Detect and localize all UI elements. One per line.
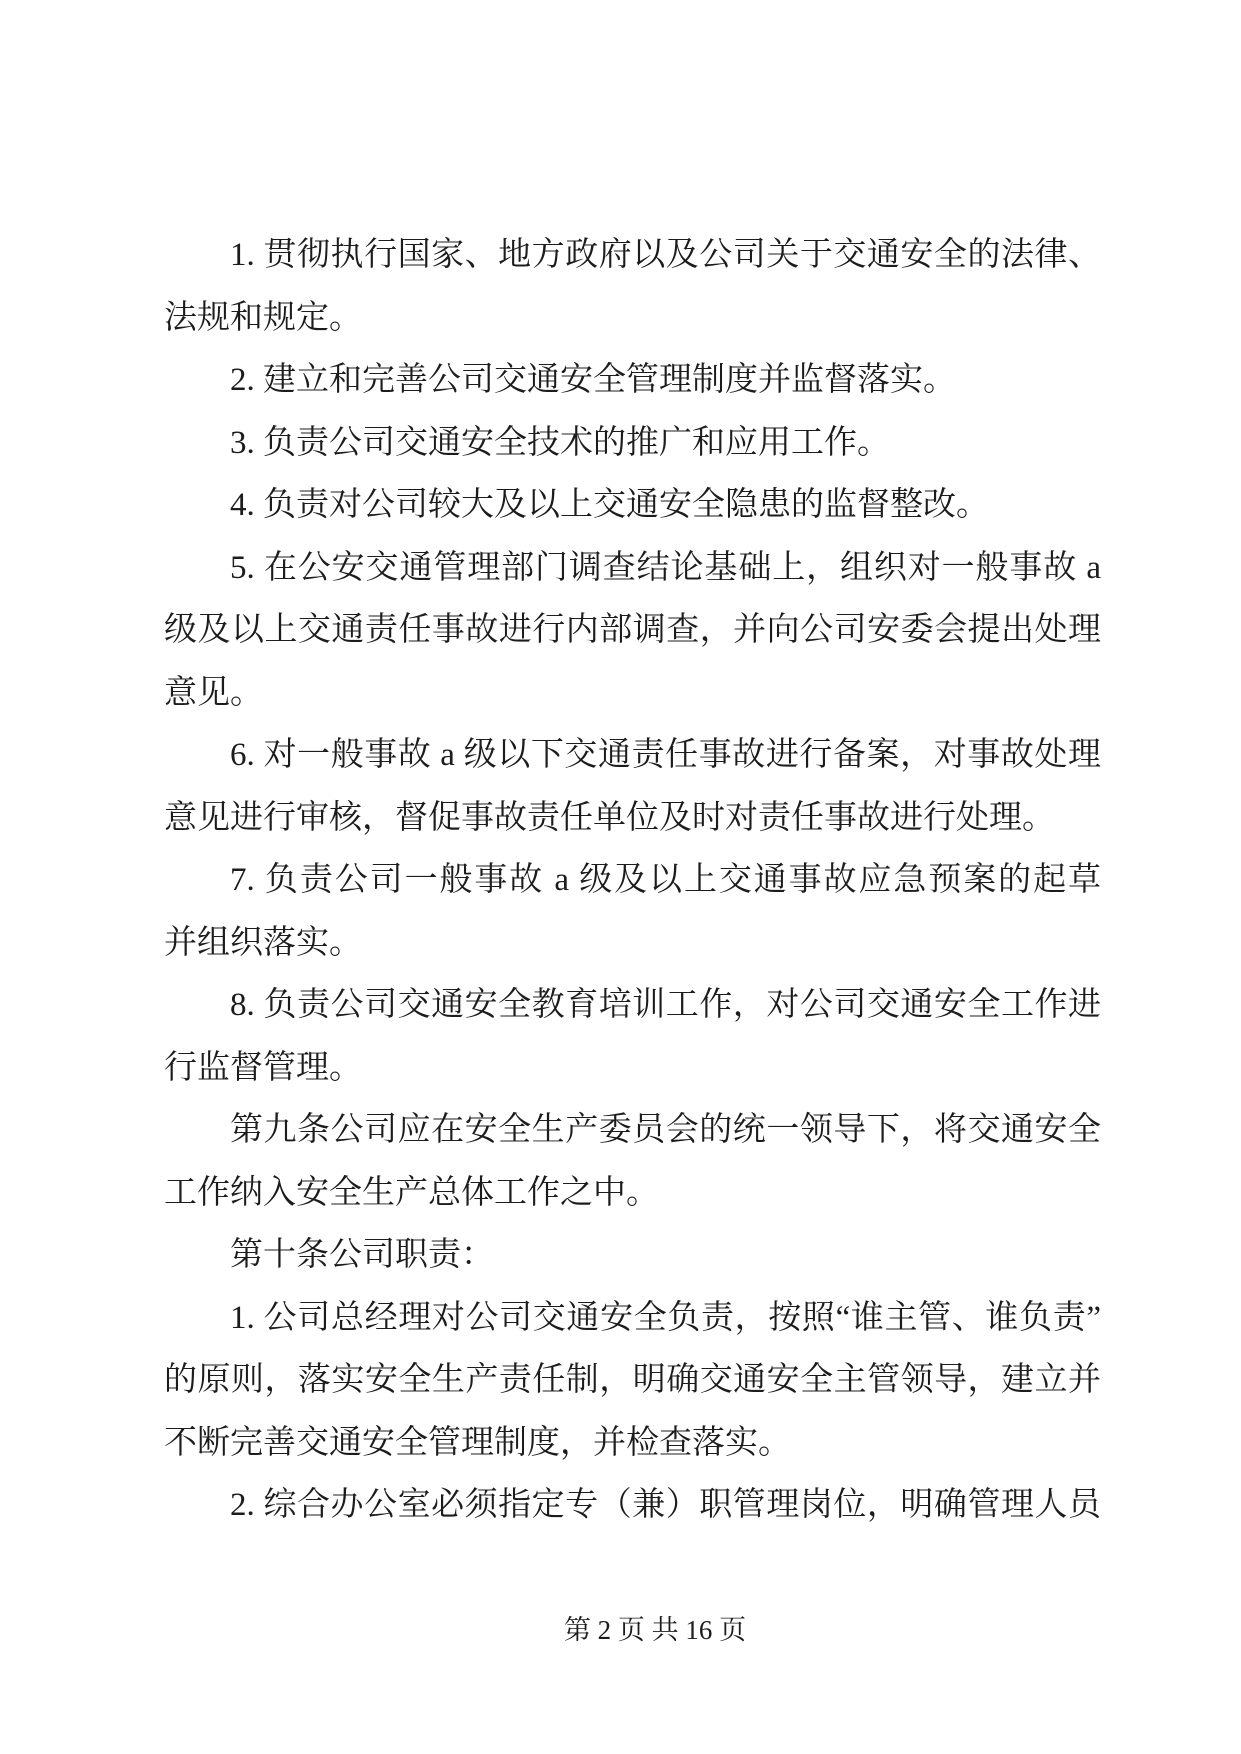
text-line: 意见进行审核，督促事故责任单位及时对责任事故进行处理。 [164,799,1055,836]
text-line: 第九条公司应在安全生产委员会的统一领导下，将交通安全 [230,1112,1101,1148]
text-line: 1. 公司总经理对公司交通安全负责，按照“谁主管、谁负责” [230,1299,1101,1336]
text-line: 1. 贯彻执行国家、地方政府以及公司关于交通安全的法律、 [230,237,1101,273]
text-line: 7. 负责公司一般事故 a 级及以上交通事故应急预案的起草 [230,862,1101,898]
text-line: 法规和规定。 [164,299,362,336]
text-line: 4. 负责对公司较大及以上交通安全隐患的监督整改。 [230,487,989,523]
text-line: 3. 负责公司交通安全技术的推广和应用工作。 [230,424,890,461]
text-line: 5. 在公安交通管理部门调查结论基础上，组织对一般事故 a [230,549,1101,586]
text-line: 级及以上交通责任事故进行内部调查，并向公司安委会提出处理 [164,612,1101,648]
document-body [164,224,1101,1537]
text-line: 并组织落实。 [164,924,362,961]
text-line: 6. 对一般事故 a 级以下交通责任事故进行备案，对事故处理 [230,737,1101,773]
text-line: 行监督管理。 [164,1049,362,1086]
text-line: 工作纳入安全生产总体工作之中。 [164,1174,659,1211]
text-line: 2. 建立和完善公司交通安全管理制度并监督落实。 [230,362,956,398]
text-line: 8. 负责公司交通安全教育培训工作，对公司交通安全工作进 [230,987,1101,1023]
text-line: 2. 综合办公室必须指定专（兼）职管理岗位，明确管理人员 [230,1487,1101,1523]
text-line: 意见。 [164,674,263,711]
page-number-footer: 第 2 页 共 16 页 [563,1615,747,1645]
text-line: 第十条公司职责： [230,1237,494,1273]
text-line: 的原则，落实安全生产责任制，明确交通安全主管领导，建立并 [164,1362,1101,1398]
text-line: 不断完善交通安全管理制度，并检查落实。 [164,1424,791,1461]
